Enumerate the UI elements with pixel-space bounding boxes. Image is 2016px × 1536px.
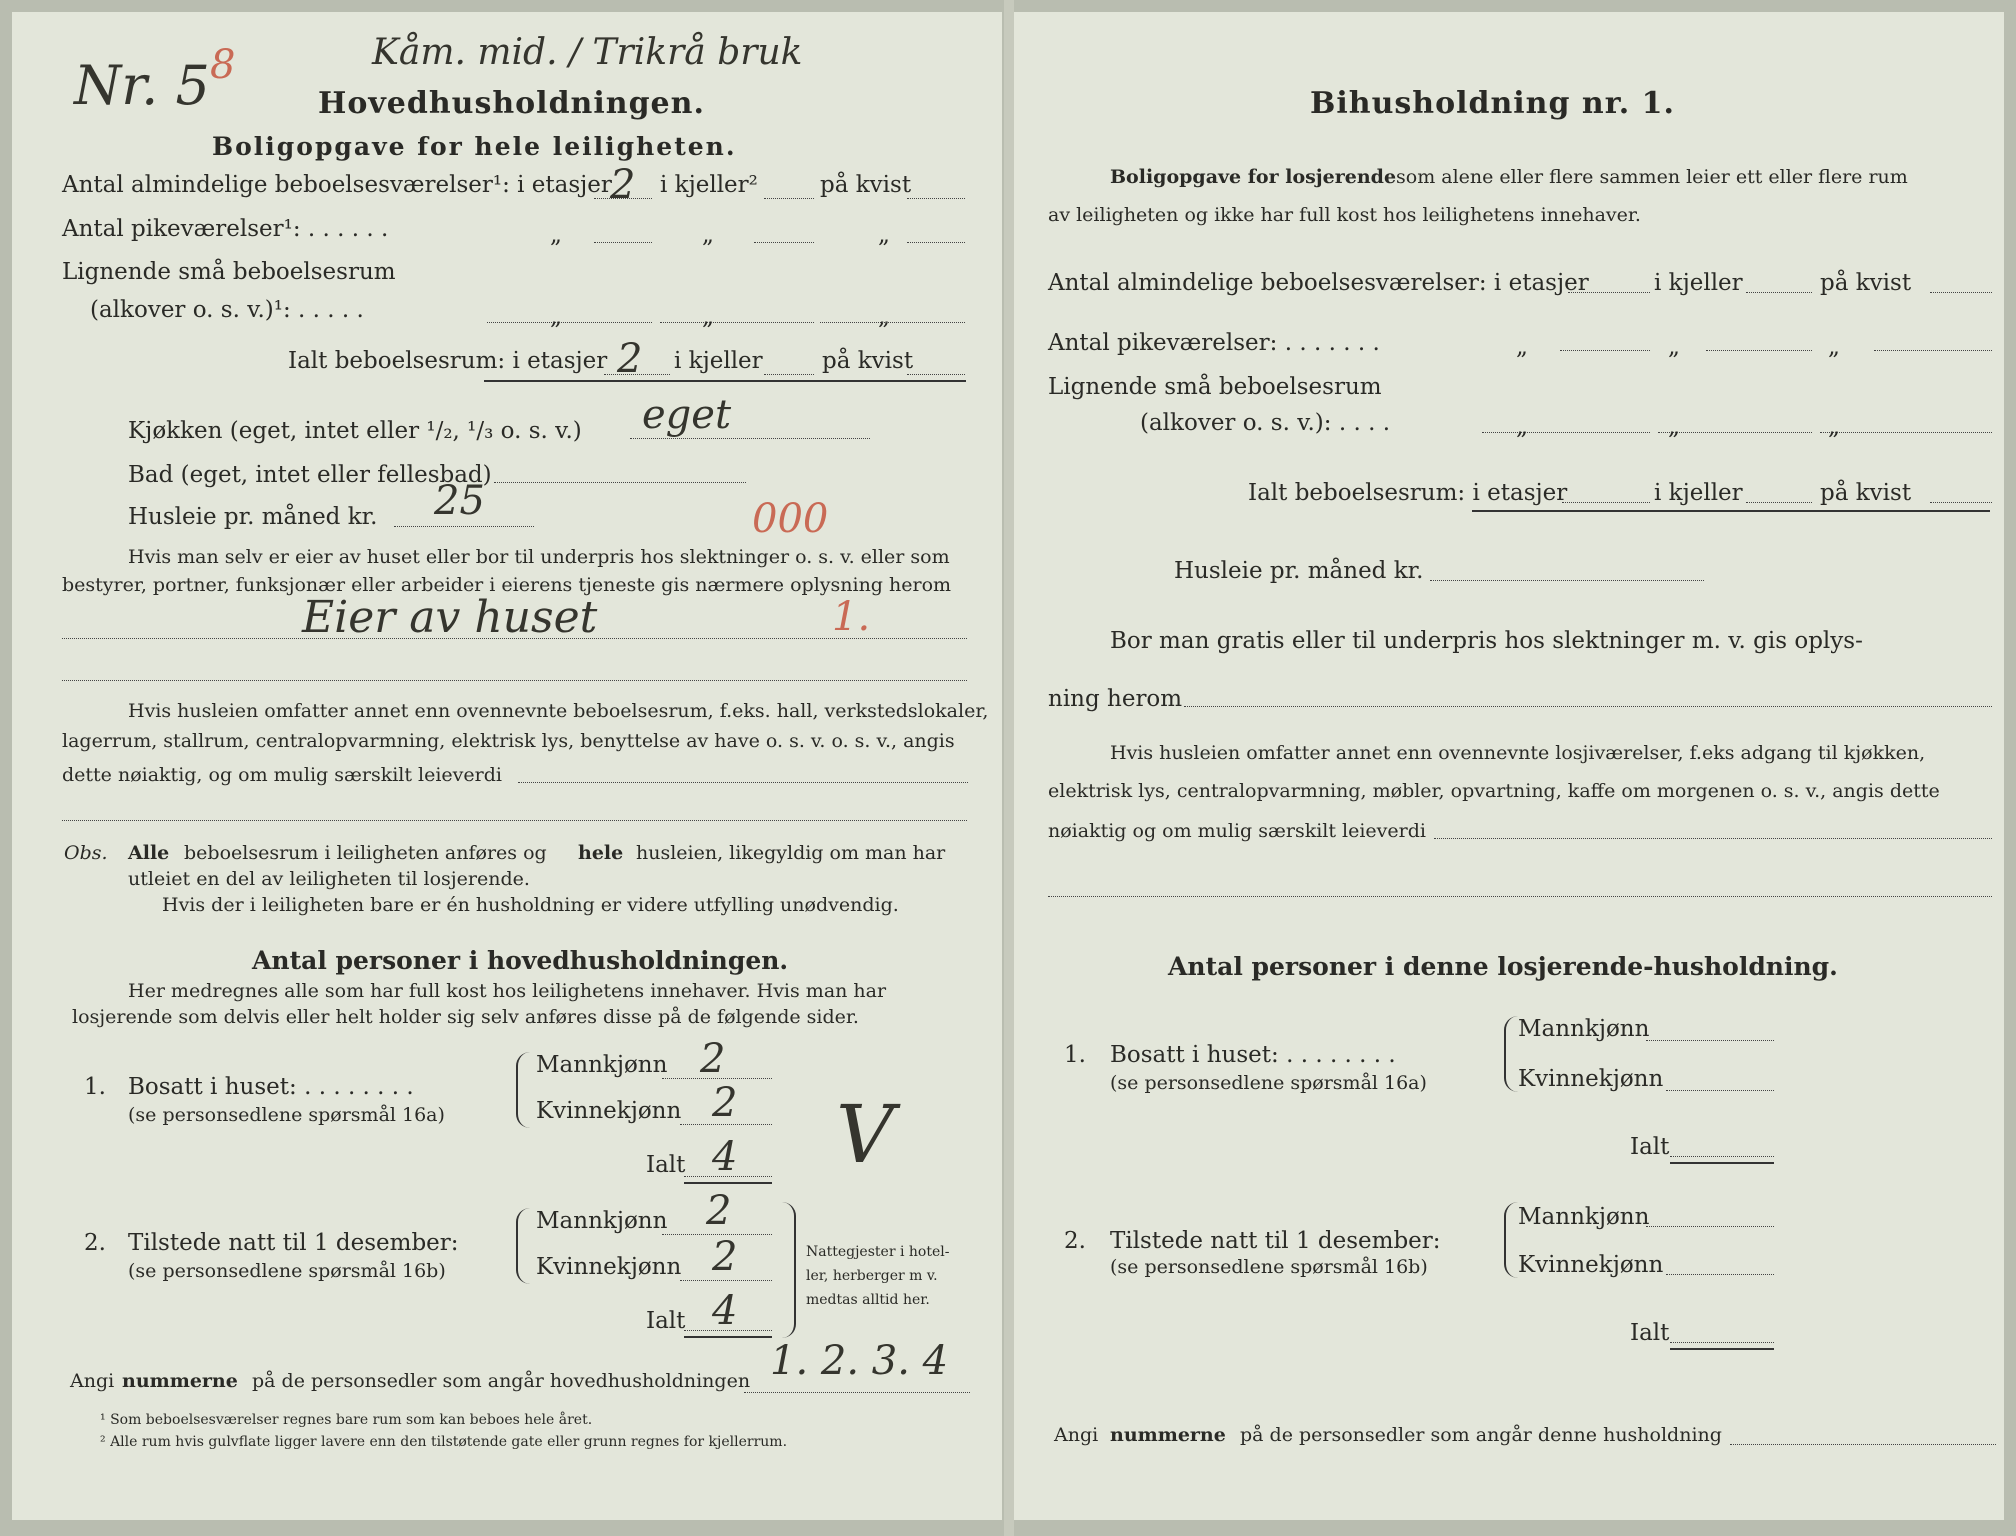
- right-ialt-etasjer-line: [1562, 502, 1650, 503]
- hw-rooms-etasjer: 2: [610, 162, 636, 208]
- q-ialt-label: Ialt beboelsesrum: i etasjer: [288, 348, 608, 374]
- right-gratis-line: [1184, 706, 1992, 707]
- hw-top-note: Kåm. mid. / Trikrå bruk: [372, 32, 803, 73]
- obs-text-3: Hvis der i leiligheten bare er én husholdning er videre utfylling unødvendig.: [162, 894, 899, 916]
- right-pike-line-2: [1706, 350, 1812, 351]
- q2-label: Tilstede natt til 1 desember:: [128, 1230, 459, 1256]
- ialt-double-rule: [484, 380, 966, 382]
- persons-text-2: losjerende som delvis eller helt holder sig selv anføres disse på de følgende sider.: [72, 1006, 859, 1028]
- right-q1-note: (se personsedlene spørsmål 16a): [1110, 1072, 1427, 1094]
- right-rooms-kjeller-line: [1746, 292, 1812, 293]
- q1-label: Bosatt i huset: . . . . . . . .: [128, 1074, 414, 1100]
- q-small-label-1: Lignende små beboelsesrum: [62, 259, 396, 285]
- hw-red-mark: 1.: [832, 594, 871, 640]
- right-q-kvist: på kvist: [1820, 270, 1912, 296]
- pike-line-1: [594, 242, 652, 243]
- right-q2-kvinne: Kvinnekjønn: [1518, 1252, 1664, 1278]
- right-p-oms-1: Hvis husleien omfatter annet enn ovennevnte losjiværelser, f.eks adgang til kjøkken,: [1110, 742, 1926, 764]
- q-rooms-label: Antal almindelige beboelsesværelser¹: i etasjer: [62, 172, 612, 198]
- ialt-kjeller-line: [764, 374, 814, 375]
- right-intro-1: som alene eller flere sammen leier ett eller flere rum: [1396, 166, 1908, 188]
- right-q1-kvinne: Kvinnekjønn: [1518, 1066, 1664, 1092]
- right-q1-kvinne-line: [1666, 1090, 1774, 1091]
- ditto-mark: „: [1668, 414, 1680, 440]
- natt-note-1: Nattegjester i hotel-: [806, 1244, 950, 1260]
- hw-q2-mann: 2: [706, 1188, 732, 1234]
- right-q1-ialt-rule: [1670, 1162, 1774, 1164]
- eier-line-2: [62, 680, 967, 681]
- hw-red-000: 000: [752, 496, 829, 542]
- right-small-line-3: [1820, 432, 1992, 433]
- p-oms-3: dette nøiaktig, og om mulig særskilt leieverdi: [62, 764, 502, 786]
- ditto-mark: „: [702, 304, 714, 330]
- q-ialt-kvist: på kvist: [822, 348, 914, 374]
- right-p-oms-3: nøiaktig og om mulig særskilt leieverdi: [1048, 820, 1426, 842]
- right-q2-num: 2.: [1064, 1228, 1086, 1254]
- pike-line-2: [754, 242, 814, 243]
- right-q-small-1: Lignende små beboelsesrum: [1048, 374, 1382, 400]
- q1-kvinne: Kvinnekjønn: [536, 1098, 682, 1124]
- small-line-2: [660, 322, 814, 323]
- right-q1-mann: Mannkjønn: [1518, 1016, 1650, 1042]
- hw-ialt-etasjer: 2: [617, 336, 643, 382]
- ditto-mark: „: [878, 304, 890, 330]
- right-p-oms-2: elektrisk lys, centralopvarmning, møbler, opvartning, kaffe om morgenen o. s. v., angis dette: [1048, 780, 1940, 802]
- oms-line-1: [518, 782, 968, 783]
- ditto-mark: „: [1516, 334, 1528, 360]
- q-ialt-kjeller: i kjeller: [674, 348, 763, 374]
- q-kjokken-label: Kjøkken (eget, intet eller ¹/₂, ¹/₃ o. s. v.): [128, 418, 582, 444]
- right-ialt-kvist: på kvist: [1820, 480, 1912, 506]
- oms-line-2: [62, 820, 967, 821]
- q1-num: 1.: [84, 1074, 106, 1100]
- right-oms-line-1: [1434, 838, 1992, 839]
- q2-note: (se personsedlene spørsmål 16b): [128, 1260, 446, 1282]
- ditto-mark: „: [1828, 334, 1840, 360]
- ditto-mark: „: [878, 222, 890, 248]
- q1-ialt-rule: [684, 1182, 772, 1184]
- bad-line: [494, 482, 746, 483]
- right-ialt-kjeller: i kjeller: [1654, 480, 1743, 506]
- page-fold: [1004, 0, 1014, 1536]
- right-q-rooms: Antal almindelige beboelsesværelser: i etasjer: [1048, 270, 1589, 296]
- right-rooms-kvist-line: [1930, 292, 1992, 293]
- right-q2-note: (se personsedlene spørsmål 16b): [1110, 1256, 1428, 1278]
- right-small-line-1: [1482, 432, 1650, 433]
- p-oms-1: Hvis husleien omfatter annet enn ovennevnte beboelsesrum, f.eks. hall, verkstedslokaler,: [128, 700, 989, 722]
- p-eier-1: Hvis man selv er eier av huset eller bor til underpris hos slektninger o. s. v. eller som: [128, 546, 950, 568]
- ditto-mark: „: [1516, 414, 1528, 440]
- q2-kvinne: Kvinnekjønn: [536, 1254, 682, 1280]
- right-q2-ialt-line: [1670, 1342, 1774, 1343]
- angi-line: [744, 1392, 970, 1393]
- right-intro-2: av leiligheten og ikke har full kost hos leilighetens innehaver.: [1048, 204, 1641, 226]
- ditto-mark: „: [550, 222, 562, 248]
- right-q2-ialt-rule: [1670, 1348, 1774, 1350]
- hw-q1-kvinne: 2: [712, 1080, 738, 1126]
- right-q-ialt: Ialt beboelsesrum: i etasjer: [1248, 480, 1568, 506]
- ditto-mark: „: [550, 304, 562, 330]
- hw-q1-mann: 2: [700, 1036, 726, 1082]
- ialt-kvist-line: [907, 374, 965, 375]
- pike-line-3: [907, 242, 965, 243]
- rooms-kvist-line: [907, 198, 965, 199]
- angi-1: Angi: [70, 1370, 115, 1392]
- persons-text-1: Her medregnes alle som har full kost hos leilighetens innehaver. Hvis man har: [128, 980, 887, 1002]
- angi-nummerne: nummerne: [122, 1370, 238, 1392]
- small-line-3: [820, 322, 965, 323]
- right-angi-nummerne: nummerne: [1110, 1424, 1226, 1446]
- eier-line-1: [62, 638, 967, 639]
- right-pike-line-3: [1874, 350, 1992, 351]
- right-q1-mann-line: [1646, 1040, 1774, 1041]
- q2-kvinne-line: [680, 1280, 772, 1281]
- right-title: Bihusholdning nr. 1.: [1310, 86, 1675, 121]
- right-q-small-2: (alkover o. s. v.): . . . .: [1140, 410, 1391, 436]
- hw-eier: Eier av huset: [302, 592, 598, 643]
- hw-red-number: 8: [210, 42, 236, 88]
- ditto-mark: „: [702, 222, 714, 248]
- right-q-kjeller: i kjeller: [1654, 270, 1743, 296]
- hw-nummerne: 1. 2. 3. 4: [770, 1338, 949, 1384]
- right-angi-1: Angi: [1054, 1424, 1099, 1446]
- hw-form-number: Nr. 5: [74, 54, 210, 117]
- right-persons-title: Antal personer i denne losjerende-husholdning.: [1168, 952, 1838, 981]
- q-rooms-kvist: på kvist: [820, 172, 912, 198]
- q2-brace: [516, 1208, 530, 1284]
- q-bad-label: Bad (eget, intet eller fellesbad): [128, 462, 492, 488]
- angi-3: på de personsedler som angår hovedhusholdningen: [252, 1370, 751, 1392]
- natt-note-2: ler, herberger m v.: [806, 1268, 938, 1284]
- right-q1-num: 1.: [1064, 1042, 1086, 1068]
- rooms-kjeller-line: [764, 198, 814, 199]
- right-q2-kvinne-line: [1666, 1274, 1774, 1275]
- right-q1-ialt: Ialt: [1630, 1134, 1670, 1160]
- left-page: [12, 12, 1002, 1520]
- persons-title: Antal personer i hovedhusholdningen.: [252, 946, 789, 975]
- obs-hele: hele: [578, 842, 624, 864]
- right-rooms-etasjer-line: [1568, 292, 1650, 293]
- q1-note: (se personsedlene spørsmål 16a): [128, 1104, 445, 1126]
- hw-husleie: 25: [434, 478, 485, 524]
- right-page: [1014, 12, 2004, 1520]
- ditto-mark: „: [1828, 414, 1840, 440]
- obs-label: Obs.: [64, 842, 108, 864]
- obs-text-1d: husleien, likegyldig om man har: [636, 842, 946, 864]
- right-pike-line-1: [1560, 350, 1650, 351]
- hw-checkmark: V: [836, 1088, 894, 1181]
- right-angi-line: [1730, 1444, 1996, 1445]
- page-subtitle: Boligopgave for hele leiligheten.: [212, 132, 737, 161]
- hw-q2-kvinne: 2: [712, 1234, 738, 1280]
- obs-text-2: utleiet en del av leiligheten til losjerende.: [128, 868, 530, 890]
- right-q-pike: Antal pikeværelser: . . . . . . .: [1048, 330, 1380, 356]
- q2-ialt-rule: [684, 1336, 772, 1338]
- right-ialt-kvist-line: [1930, 502, 1992, 503]
- right-q1-brace: [1504, 1016, 1518, 1092]
- right-q2-mann-line: [1646, 1226, 1774, 1227]
- natt-note-3: medtas alltid her.: [806, 1292, 930, 1308]
- q-rooms-kjeller: i kjeller²: [660, 172, 758, 198]
- q-small-label-2: (alkover o. s. v.)¹: . . . . .: [90, 297, 364, 323]
- footnote-1: ¹ Som beboelsesværelser regnes bare rum som kan beboes hele året.: [100, 1412, 593, 1428]
- right-q2-brace: [1504, 1202, 1518, 1278]
- obs-text-1b: beboelsesrum i leiligheten anføres og: [184, 842, 547, 864]
- right-angi-3: på de personsedler som angår denne husholdning: [1240, 1424, 1722, 1446]
- right-q1-ialt-line: [1670, 1156, 1774, 1157]
- obs-alle: Alle: [128, 842, 170, 864]
- right-q2-ialt: Ialt: [1630, 1320, 1670, 1346]
- q1-brace: [516, 1052, 530, 1128]
- p-oms-2: lagerrum, stallrum, centralopvarmning, elektrisk lys, benyttelse av have o. s. v. o. s. v., angis: [62, 730, 955, 752]
- right-q-husleie: Husleie pr. måned kr.: [1174, 558, 1424, 584]
- ditto-mark: „: [1668, 334, 1680, 360]
- q1-ialt: Ialt: [646, 1152, 686, 1178]
- right-intro-bold: Boligopgave for losjerende: [1110, 166, 1397, 188]
- right-oms-line-2: [1048, 896, 1992, 897]
- hw-kjokken: eget: [642, 392, 732, 438]
- right-small-line-2: [1658, 432, 1812, 433]
- q2-ialt: Ialt: [646, 1308, 686, 1334]
- right-ialt-rule: [1472, 510, 1990, 512]
- page-title: Hovedhusholdningen.: [318, 86, 705, 121]
- q2-mann: Mannkjønn: [536, 1208, 668, 1234]
- natt-brace: [782, 1202, 796, 1338]
- kjokken-line: [630, 438, 870, 439]
- hw-q2-ialt: 4: [712, 1288, 738, 1334]
- right-q2-label: Tilstede natt til 1 desember:: [1110, 1228, 1441, 1254]
- hw-q1-ialt: 4: [712, 1134, 738, 1180]
- q-husleie-label: Husleie pr. måned kr.: [128, 504, 378, 530]
- q-pike-label: Antal pikeværelser¹: . . . . . .: [62, 216, 389, 242]
- right-p-gratis-1: Bor man gratis eller til underpris hos slektninger m. v. gis oplys-: [1110, 628, 1863, 654]
- p-eier-2: bestyrer, portner, funksjonær eller arbeider i eierens tjeneste gis nærmere oplysning herom: [62, 574, 952, 596]
- q2-num: 2.: [84, 1230, 106, 1256]
- right-husleie-line: [1430, 580, 1704, 581]
- right-q1-label: Bosatt i huset: . . . . . . . .: [1110, 1042, 1396, 1068]
- husleie-line: [394, 526, 534, 527]
- footnote-2: ² Alle rum hvis gulvflate ligger lavere enn den tilstøtende gate eller grunn regnes for kjellerrum.: [100, 1434, 788, 1450]
- small-line-1: [487, 322, 652, 323]
- right-p-gratis-2: ning herom: [1048, 686, 1183, 712]
- right-ialt-kjeller-line: [1746, 502, 1812, 503]
- q1-mann: Mannkjønn: [536, 1052, 668, 1078]
- right-q2-mann: Mannkjønn: [1518, 1204, 1650, 1230]
